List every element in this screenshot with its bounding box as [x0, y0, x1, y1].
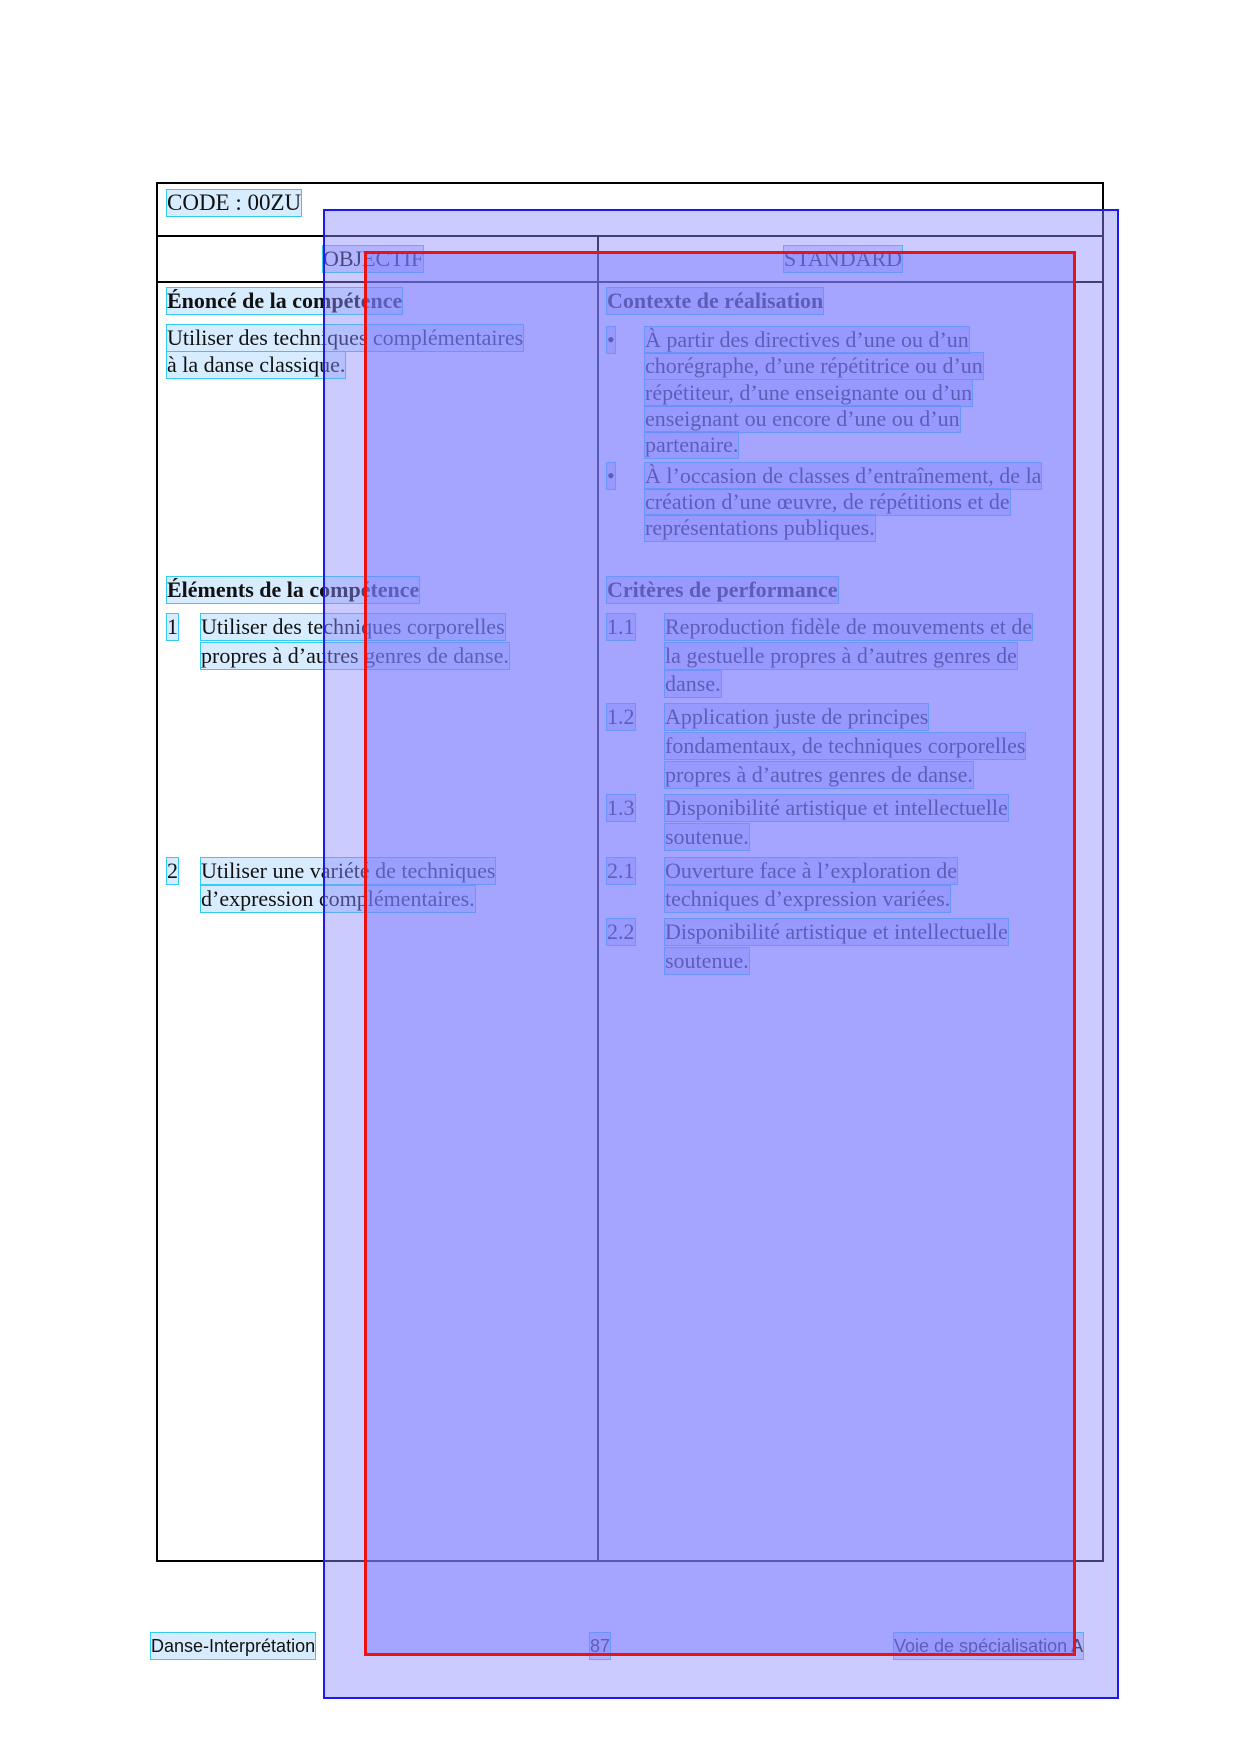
critere-1-2-line-3: propres à d’autres genres de danse. [665, 762, 973, 787]
enonce-title: Énoncé de la compétence [167, 288, 403, 313]
bullet-icon: • [607, 327, 615, 352]
code-label: CODE : 00ZU [167, 190, 302, 215]
footer-left: Danse-Interprétation [151, 1633, 315, 1659]
element-2-num: 2 [167, 858, 178, 883]
critere-1-1-num: 1.1 [607, 614, 635, 639]
contexte-item-2-line-1: À l’occasion de classes d’entraînement, de la [645, 463, 1042, 488]
footer-page-number: 87 [590, 1633, 610, 1659]
critere-1-2-line-1: Application juste de principes [665, 704, 929, 729]
critere-1-2-num: 1.2 [607, 704, 635, 729]
critere-2-2-line-1: Disponibilité artistique et intellectuelle [665, 919, 1008, 944]
critere-1-3-line-2: soutenue. [665, 824, 749, 849]
critere-2-2-line-2: soutenue. [665, 948, 749, 973]
criteres-title: Critères de performance [607, 577, 838, 602]
header-standard: STANDARD [784, 246, 903, 271]
footer-right: Voie de spécialisation A [894, 1633, 1083, 1659]
element-1-num: 1 [167, 614, 178, 639]
region-overlay-inner [364, 251, 1076, 1656]
critere-1-1-line-1: Reproduction fidèle de mouvements et de [665, 614, 1033, 639]
contexte-item-2-line-2: création d’une œuvre, de répétitions et de [645, 489, 1010, 514]
contexte-item-2-line-3: représentations publiques. [645, 515, 875, 540]
critere-2-2-num: 2.2 [607, 919, 635, 944]
critere-1-1-line-3: danse. [665, 671, 721, 696]
element-2-line-2: d’expression complémentaires. [201, 886, 475, 911]
contexte-item-1-line-4: enseignant ou encore d’une ou d’un [645, 406, 960, 431]
header-objectif: OBJECTIF [323, 246, 424, 271]
critere-1-3-line-1: Disponibilité artistique et intellectuelle [665, 795, 1008, 820]
critere-1-3-num: 1.3 [607, 795, 635, 820]
element-1-line-1: Utiliser des techniques corporelles [201, 614, 505, 639]
contexte-title: Contexte de réalisation [607, 288, 824, 313]
contexte-item-1-line-1: À partir des directives d’une ou d’un [645, 327, 969, 352]
enonce-line-1: Utiliser des techniques complémentaires [167, 325, 524, 350]
element-2-line-1: Utiliser une variété de techniques [201, 858, 496, 883]
critere-1-2-line-2: fondamentaux, de techniques corporelles [665, 733, 1026, 758]
contexte-item-1-line-2: chorégraphe, d’une répétitrice ou d’un [645, 353, 983, 378]
contexte-item-1-line-3: répétiteur, d’une enseignante ou d’un [645, 380, 973, 405]
critere-2-1-num: 2.1 [607, 858, 635, 883]
enonce-line-2: à la danse classique. [167, 352, 346, 377]
contexte-item-1-line-5: partenaire. [645, 432, 739, 457]
critere-1-1-line-2: la gestuelle propres à d’autres genres de [665, 643, 1017, 668]
critere-2-1-line-1: Ouverture face à l’exploration de [665, 858, 957, 883]
bullet-icon: • [607, 463, 615, 488]
element-1-line-2: propres à d’autres genres de danse. [201, 643, 509, 668]
elements-title: Éléments de la compétence [167, 577, 420, 602]
critere-2-1-line-2: techniques d’expression variées. [665, 886, 951, 911]
